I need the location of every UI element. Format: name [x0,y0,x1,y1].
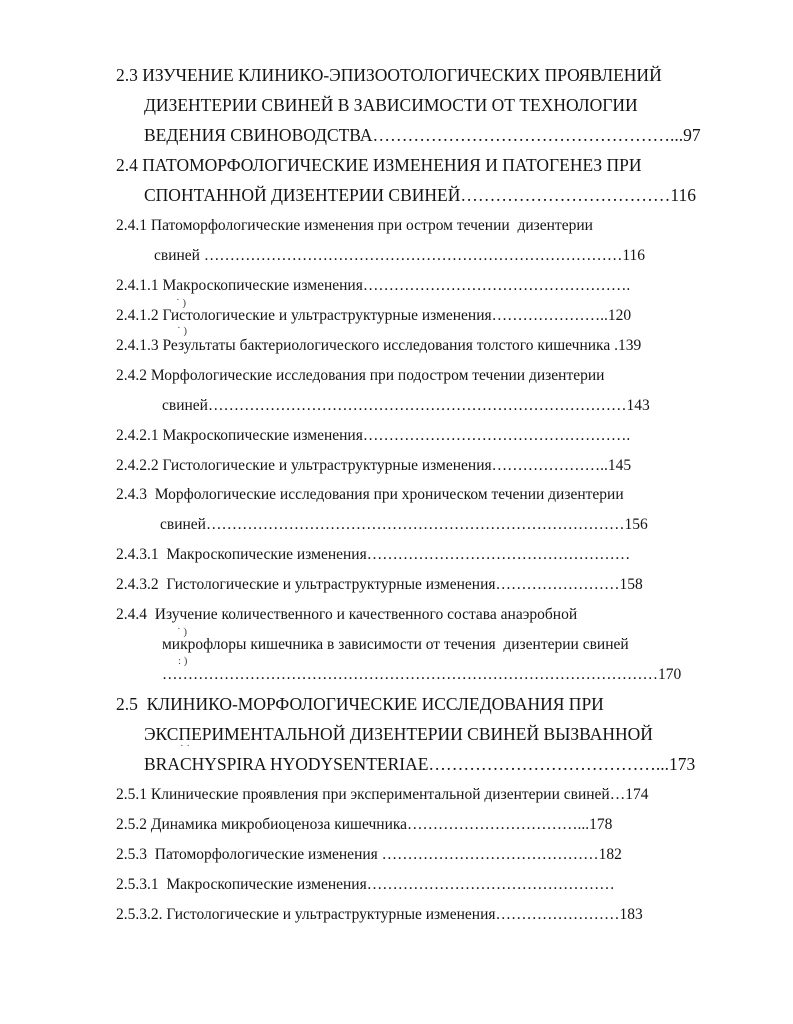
toc-entry-2-4-1-3: 2.4.1.3 Результаты бактериологического исследования толстого кишечника .139 [116,337,642,354]
toc-entry-2-4-3-1: 2.4.3.1 Макроскопические изменения…………………………………………… [116,546,631,563]
toc-entry-2-4-2-line-2: свиней………………………………………………………………………143 [162,397,650,414]
toc-entry-2-5-3: 2.5.3 Патоморфологические изменения ……………………………………182 [116,846,622,863]
scan-speck: ˙ ˙ [180,743,191,755]
toc-entry-2-3-line-2: ДИЗЕНТЕРИИ СВИНЕЙ В ЗАВИСИМОСТИ ОТ ТЕХНОЛОГИИ [144,95,638,115]
toc-entry-2-4-1-1: 2.4.1.1 Макроскопические изменения……………………………………………. [116,277,631,294]
toc-entry-2-5-1: 2.5.1 Клинические проявления при экспериментальной дизентерии свиней…174 [116,786,649,803]
toc-entry-2-4-4-line-3: ……………………………………………………………………………………170 [162,666,682,683]
toc-entry-2-5-3-1: 2.5.3.1 Макроскопические изменения………………………………………… [116,876,615,893]
toc-entry-2-4-1-line-2: свиней ………………………………………………………………………116 [154,247,646,264]
toc-entry-2-4-4-line-1: 2.4.4 Изучение количественного и качественного состава анаэробной [116,606,578,623]
toc-entry-2-4-line-2: СПОНТАННОЙ ДИЗЕНТЕРИИ СВИНЕЙ………………………………116 [144,185,696,205]
toc-entry-2-3-line-1: 2.3 ИЗУЧЕНИЕ КЛИНИКО-ЭПИЗООТОЛОГИЧЕСКИХ ПРОЯВЛЕНИЙ [116,65,662,85]
toc-entry-2-4-3-line-1: 2.4.3 Морфологические исследования при хроническом течении дизентерии [116,486,624,503]
toc-entry-2-5-3-2: 2.5.3.2. Гистологические и ультраструктурные изменения……………………183 [116,906,643,923]
toc-entry-2-4-3-2: 2.4.3.2 Гистологические и ультраструктурные изменения……………………158 [116,576,643,593]
scan-speck: ˙ ) [176,297,187,309]
toc-entry-2-4-2-2: 2.4.2.2 Гистологические и ультраструктурные изменения…………………..145 [116,457,632,474]
toc-entry-2-5-line-3: BRACHYSPIRA HYODYSENTERIAE…………………………………...173 [144,754,696,774]
toc-entry-2-5-2: 2.5.2 Динамика микробиоценоза кишечника……………………………...178 [116,816,613,833]
toc-entry-2-4-1-line-1: 2.4.1 Патоморфологические изменения при остром течении дизентерии [116,217,593,234]
toc-entry-2-5-line-2: ЭКСПЕРИМЕНТАЛЬНОЙ ДИЗЕНТЕРИИ СВИНЕЙ ВЫЗВАННОЙ [144,724,653,744]
toc-entry-2-4-line-1: 2.4 ПАТОМОРФОЛОГИЧЕСКИЕ ИЗМЕНЕНИЯ И ПАТОГЕНЕЗ ПРИ [116,155,642,175]
scan-speck: ˙ ) [177,325,188,337]
toc-entry-2-4-4-line-2: микрофлоры кишечника в зависимости от течения дизентерии свиней [162,636,629,653]
toc-entry-2-3-line-3: ВЕДЕНИЯ СВИНОВОДСТВА……………………………………………...97 [144,125,701,145]
toc-entry-2-4-1-2: 2.4.1.2 Гистологические и ультраструктурные изменения…………………..120 [116,307,632,324]
toc-entry-2-4-3-line-2: свиней………………………………………………………………………156 [160,516,648,533]
scan-speck: ˙ ) [177,626,188,638]
toc-entry-2-4-2-line-1: 2.4.2 Морфологические исследования при подостром течении дизентерии [116,367,605,384]
toc-entry-2-5-line-1: 2.5 КЛИНИКО-МОРФОЛОГИЧЕСКИЕ ИССЛЕДОВАНИЯ ПРИ [116,694,604,714]
toc-entry-2-4-2-1: 2.4.2.1 Макроскопические изменения……………………………………………. [116,427,631,444]
scan-speck: : ) [178,655,188,667]
